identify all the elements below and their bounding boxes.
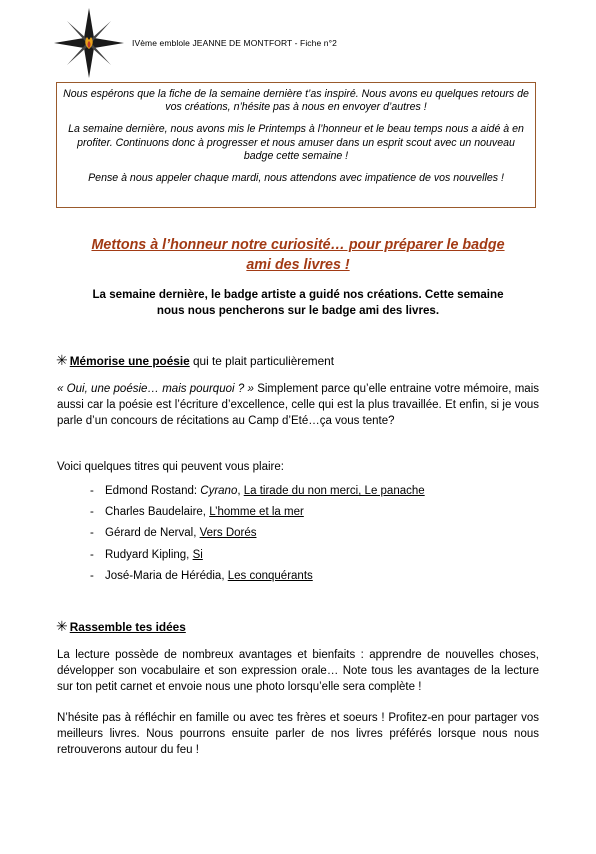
header-title: IVème emblole JEANNE DE MONTFORT - Fiche n°2 bbox=[132, 38, 337, 48]
list-item: - Charles Baudelaire, L’homme et la mer bbox=[90, 506, 304, 519]
poem-author: Charles Baudelaire, bbox=[105, 506, 210, 519]
poem-title: Vers Dorés bbox=[199, 527, 257, 540]
poesie-text: Simplement parce qu’elle entraine votre mémoire, mais aussi car la poésie est l’écriture d’excellence, celle qui est la plus travaillée. Et enfin, si je vous parle d’un concours de récitations au Camp d’Eté…ça vous tente? bbox=[57, 383, 539, 427]
asterisk-bullet-icon: ✳ bbox=[56, 352, 68, 368]
famille-paragraph: N’hésite pas à réfléchir en famille ou avec tes frères et soeurs ! Profitez-en pour partager vos meilleurs livres. Nous pourrons ensuite parler de nos livres préférés lorsque nous nous retrouverons autour du feu ! bbox=[57, 712, 539, 756]
poem-title: Si bbox=[192, 548, 203, 561]
section-heading-rest: qui te plait particulièrement bbox=[189, 354, 334, 368]
compass-star-logo-icon bbox=[54, 8, 124, 78]
list-intro: Voici quelques titres qui peuvent vous plaire: bbox=[57, 461, 284, 473]
page-title-line: ami des livres ! bbox=[246, 256, 350, 273]
poem-title: La tirade du non merci, Le panache bbox=[243, 485, 425, 497]
poem-book: Cyrano bbox=[200, 485, 238, 497]
intro-paragraph: Nous espérons que la fiche de la semaine dernière t’as inspiré. Nous avons eu quelques retours de vos créations, n’hésite pas à nous en envoyer d’autres ! bbox=[63, 88, 529, 114]
list-item: - Rudyard Kipling, Si bbox=[90, 548, 203, 561]
poem-author: José-Maria de Hérédia, bbox=[105, 569, 228, 582]
list-item: - Gérard de Nerval, Vers Dorés bbox=[90, 527, 257, 540]
poesie-quote: « Oui, une poésie… mais pourquoi ? » bbox=[57, 383, 254, 395]
page-title-line: Mettons à l’honneur notre curiosité… pour préparer le badge bbox=[91, 237, 505, 253]
poesie-paragraph bbox=[57, 382, 539, 429]
section-heading-idees bbox=[56, 618, 186, 635]
intro-box bbox=[56, 82, 536, 208]
poem-author: Rudyard Kipling, bbox=[105, 548, 193, 561]
subtitle-line: nous nous pencherons sur le badge ami des livres. bbox=[156, 304, 440, 317]
poem-title: Les conquérants bbox=[227, 569, 313, 582]
poem-author: Edmond Rostand: bbox=[105, 485, 201, 497]
poem-separator: , bbox=[237, 485, 244, 497]
poem-title: L’homme et la mer bbox=[209, 506, 304, 519]
poem-list bbox=[90, 481, 425, 587]
section-heading-label: Mémorise une poésie bbox=[69, 354, 190, 368]
subtitle-line: La semaine dernière, le badge artiste a guidé nos créations. Cette semaine bbox=[92, 288, 504, 301]
asterisk-bullet-icon: ✳ bbox=[56, 618, 68, 634]
section-heading-label: Rassemble tes idées bbox=[69, 620, 186, 634]
page-subtitle bbox=[56, 287, 540, 319]
section-heading-poesie bbox=[56, 352, 334, 369]
intro-paragraph: La semaine dernière, nous avons mis le Printemps à l’honneur et le beau temps nous a aidé à en profiter. Continuons donc à progresser et nous amuser dans un esprit scout avec un nouveau badge cette semaine ! bbox=[68, 123, 524, 162]
list-item: - José-Maria de Hérédia, Les conquérants bbox=[90, 569, 313, 582]
intro-paragraph: Pense à nous appeler chaque mardi, nous attendons avec impatience de vos nouvelles ! bbox=[88, 172, 504, 185]
poem-author: Gérard de Nerval, bbox=[105, 527, 200, 540]
page-title bbox=[56, 236, 540, 275]
list-item: - Edmond Rostand: Cyrano, La tirade du non merci, Le panache bbox=[90, 485, 425, 497]
lecture-paragraph: La lecture possède de nombreux avantages et bienfaits : apprendre de nouvelles choses, développer son vocabulaire et son expression orale… Note tous les avantages de la lecture sur ton petit carnet et envoie nous une photo lorsqu’elle sera complète ! bbox=[57, 649, 539, 693]
